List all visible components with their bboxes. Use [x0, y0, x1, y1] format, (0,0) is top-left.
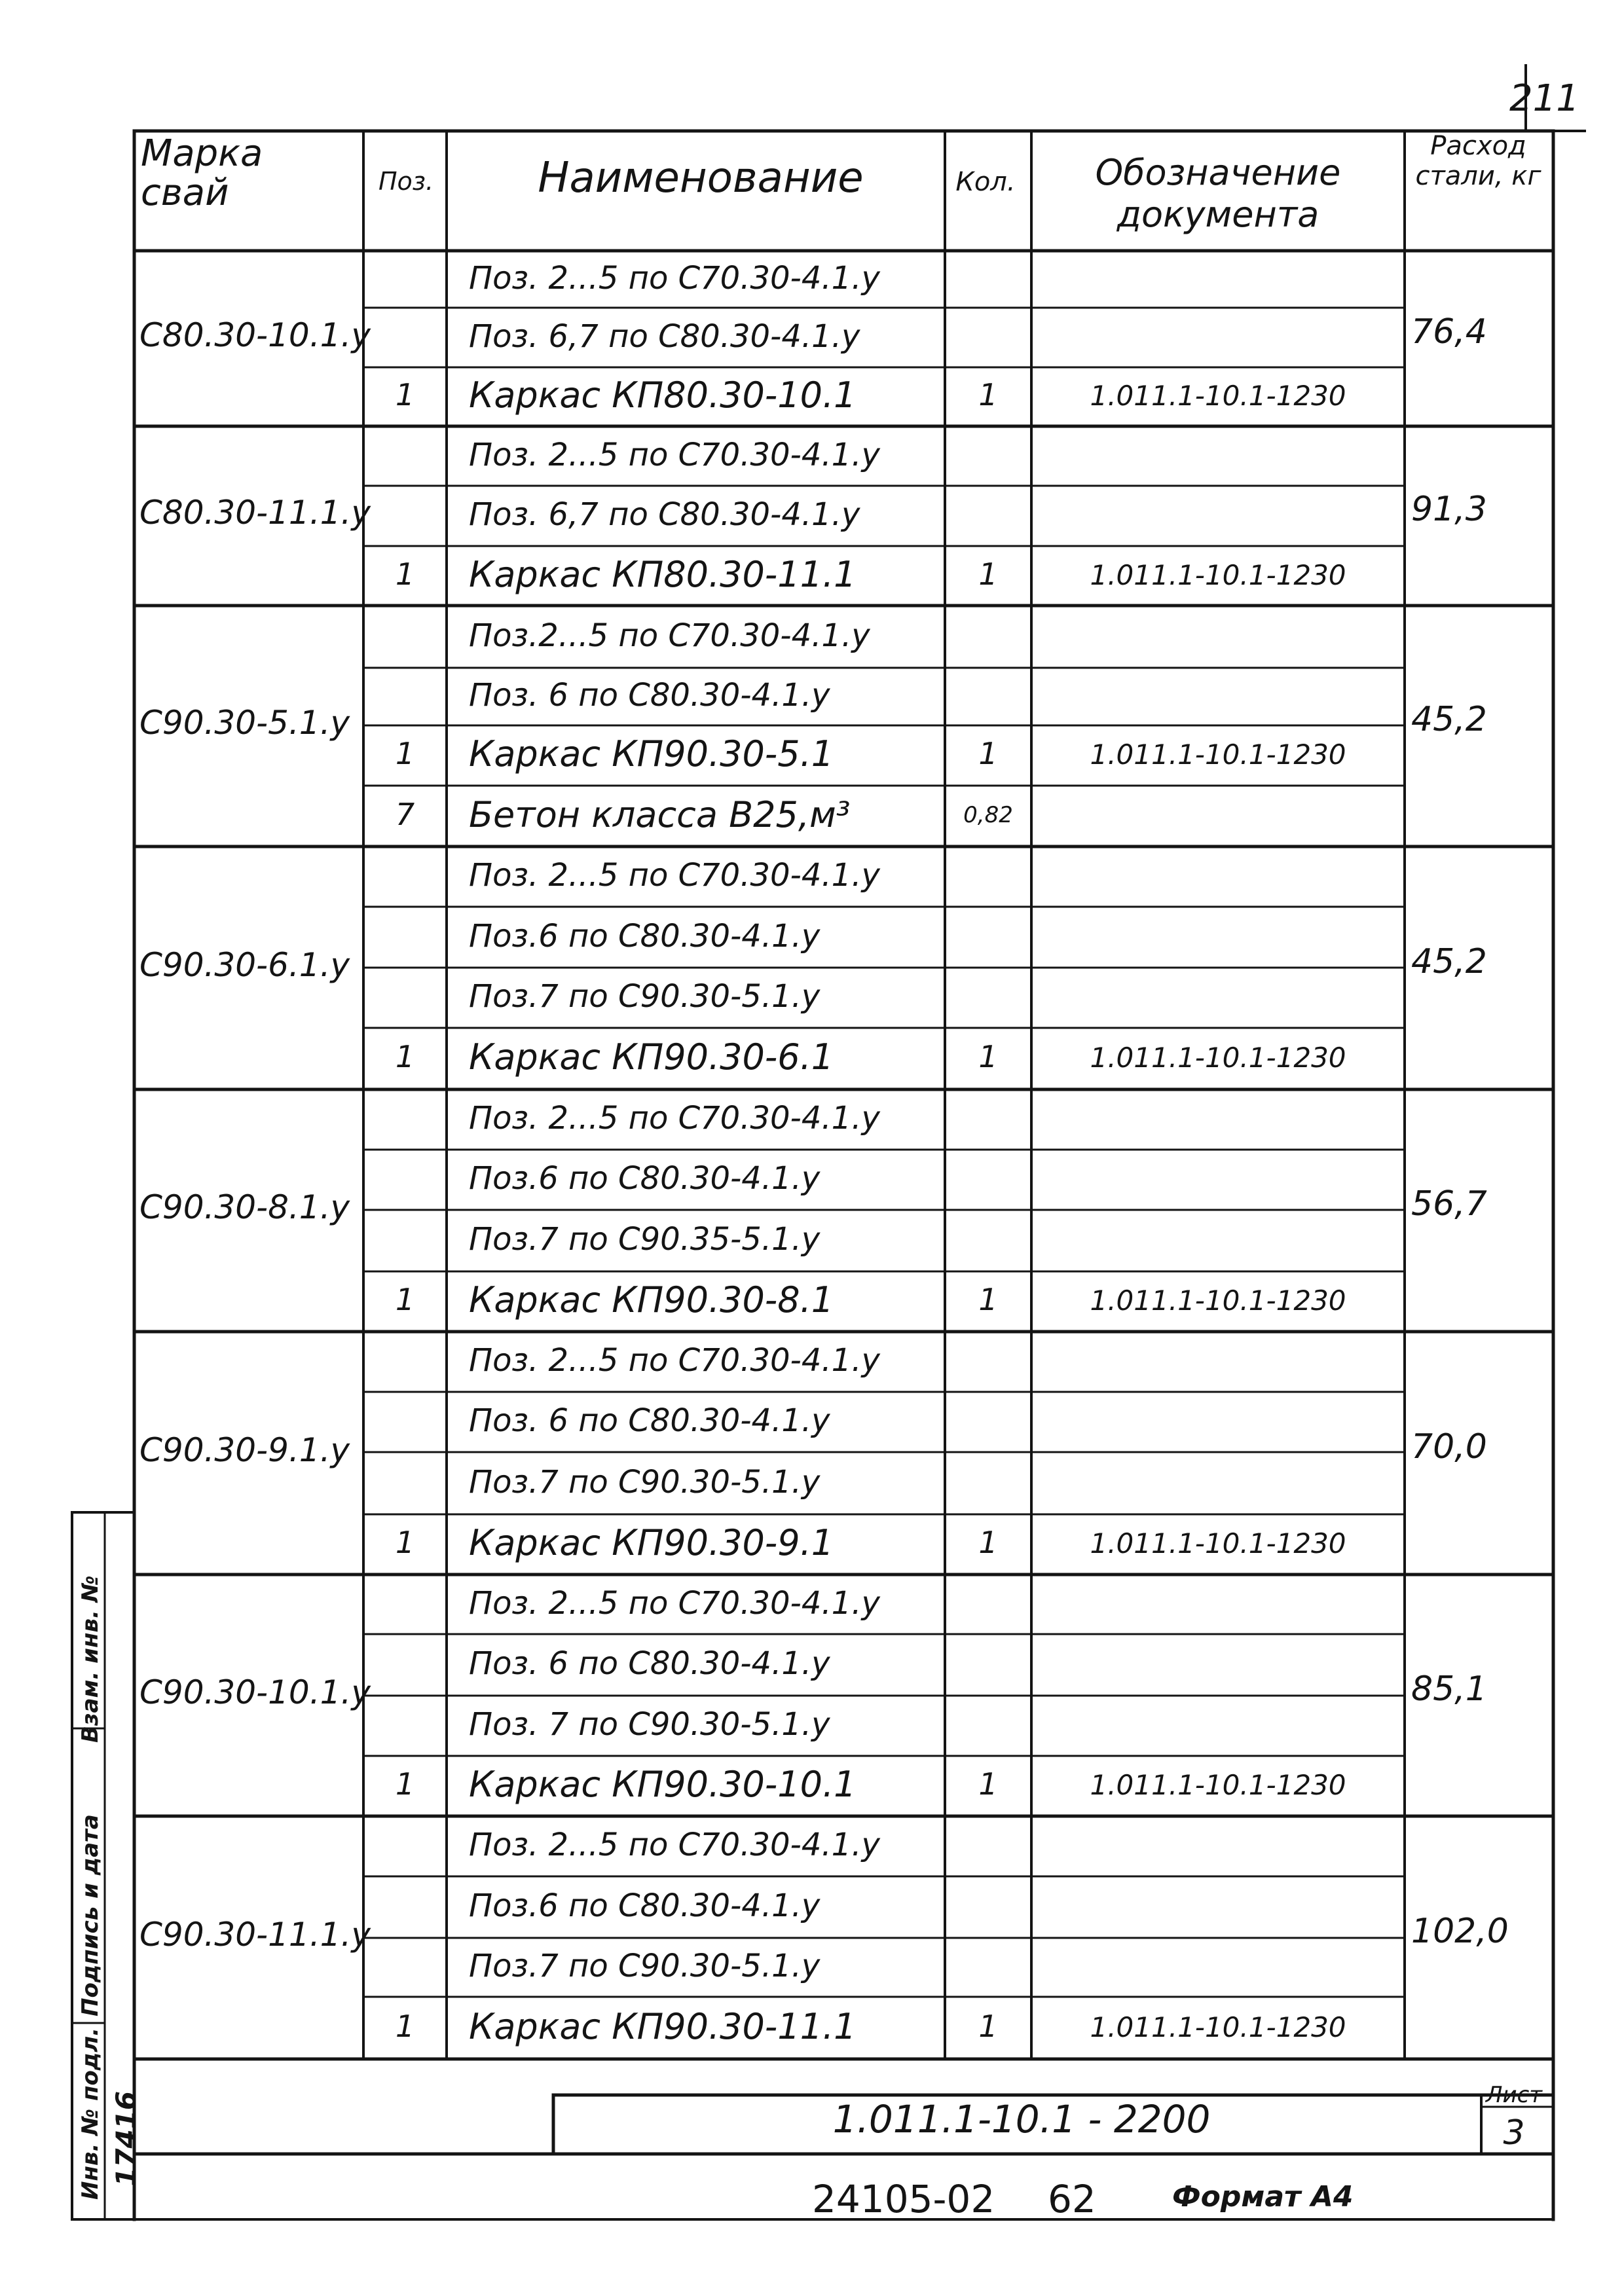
row-name: Поз. 2...5 по С70.30-4.1.у — [469, 1100, 880, 1137]
row-name: Поз. 6 по С80.30-4.1.у — [469, 1402, 830, 1439]
row-qty: 1 — [978, 556, 998, 592]
row-doc: 1.011.1-10.1-1230 — [1090, 2011, 1346, 2043]
group-mark: С80.30-10.1.у — [139, 316, 371, 354]
group-steel: 56,7 — [1411, 1184, 1487, 1224]
row-name: Поз. 2...5 по С70.30-4.1.у — [469, 436, 880, 473]
row-pos: 1 — [395, 377, 415, 412]
row-qty: 1 — [978, 1282, 998, 1317]
row-qty: 1 — [978, 736, 998, 771]
row-doc: 1.011.1-10.1-1230 — [1090, 1285, 1346, 1317]
row-doc: 1.011.1-10.1-1230 — [1090, 738, 1346, 771]
group-steel: 70,0 — [1411, 1427, 1487, 1467]
row-name: Поз. 6,7 по С80.30-4.1.у — [469, 496, 860, 533]
row-name: Поз.6 по С80.30-4.1.у — [469, 1887, 821, 1924]
row-name: Поз. 6,7 по С80.30-4.1.у — [469, 318, 860, 355]
row-pos: 1 — [395, 1766, 415, 1802]
row-name: Поз.7 по С90.30-5.1.у — [469, 1463, 821, 1501]
row-pos: 1 — [395, 1525, 415, 1560]
row-qty: 1 — [978, 2008, 998, 2044]
group-steel: 76,4 — [1411, 312, 1487, 352]
row-qty: 1 — [978, 1766, 998, 1802]
title-designation: 1.011.1-10.1 - 2200 — [832, 2097, 1211, 2141]
stamp-vzam-inv: Взам. инв. № — [77, 1575, 103, 1743]
group-mark: С90.30-5.1.у — [139, 704, 350, 742]
group-steel: 91,3 — [1411, 490, 1487, 529]
footer-code: 24105-02 — [812, 2177, 995, 2221]
row-qty: 1 — [978, 377, 998, 412]
row-name: Бетон класса В25,м³ — [469, 793, 851, 835]
header-mark: Марка свай — [141, 132, 263, 214]
row-doc: 1.011.1-10.1-1230 — [1090, 1527, 1346, 1559]
footer-format: Формат А4 — [1172, 2180, 1354, 2214]
group-steel: 85,1 — [1411, 1669, 1487, 1709]
stamp-inv-value: 17416 — [110, 2090, 142, 2187]
row-name: Каркас КП80.30-11.1 — [469, 553, 857, 595]
row-qty: 0,82 — [963, 801, 1013, 828]
header-pos: Поз. — [378, 167, 434, 196]
header-qty: Кол. — [955, 167, 1016, 197]
row-name: Поз.6 по С80.30-4.1.у — [469, 1160, 821, 1197]
header-steel: Расход стали, кг — [1415, 131, 1541, 191]
row-name: Поз. 2...5 по С70.30-4.1.у — [469, 1827, 880, 1863]
title-sheet-number: 3 — [1503, 2113, 1525, 2153]
row-name: Каркас КП90.30-9.1 — [469, 1522, 834, 1563]
group-steel: 102,0 — [1411, 1911, 1509, 1951]
row-name: Поз. 6 по С80.30-4.1.у — [469, 677, 830, 714]
stamp-sign-date: Подпись и дата — [77, 1814, 103, 2016]
row-pos: 1 — [395, 1039, 415, 1074]
row-name: Каркас КП90.30-11.1 — [469, 2005, 857, 2047]
row-name: Поз.7 по С90.30-5.1.у — [469, 1948, 821, 1984]
row-pos: 1 — [395, 556, 415, 592]
row-name: Поз. 2...5 по С70.30-4.1.у — [469, 857, 880, 894]
row-qty: 1 — [978, 1039, 998, 1074]
row-pos: 7 — [395, 796, 415, 832]
row-pos: 1 — [395, 736, 415, 771]
row-name: Каркас КП90.30-6.1 — [469, 1036, 834, 1078]
group-steel: 45,2 — [1411, 700, 1487, 739]
row-name: Поз.6 по С80.30-4.1.у — [469, 917, 821, 955]
row-doc: 1.011.1-10.1-1230 — [1090, 558, 1346, 591]
row-name: Поз. 7 по С90.30-5.1.у — [469, 1706, 830, 1743]
row-pos: 1 — [395, 1282, 415, 1317]
row-doc: 1.011.1-10.1-1230 — [1090, 380, 1346, 412]
group-steel: 45,2 — [1411, 941, 1487, 981]
row-name: Поз. 2...5 по С70.30-4.1.у — [469, 1584, 880, 1622]
row-name: Поз.7 по С90.35-5.1.у — [469, 1221, 821, 1258]
row-name: Поз. 2...5 по С70.30-4.1.у — [469, 259, 880, 297]
group-mark: С90.30-11.1.у — [139, 1915, 371, 1954]
footer-number: 62 — [1048, 2177, 1096, 2221]
row-name: Каркас КП80.30-10.1 — [469, 374, 857, 416]
row-qty: 1 — [978, 1525, 998, 1560]
group-mark: С90.30-10.1.у — [139, 1673, 371, 1711]
stamp-inv-orig: Инв. № подл. — [77, 2027, 103, 2200]
row-doc: 1.011.1-10.1-1230 — [1090, 1042, 1346, 1074]
row-pos: 1 — [395, 2008, 415, 2044]
row-doc: 1.011.1-10.1-1230 — [1090, 1769, 1346, 1801]
title-sheet-label: Лист — [1485, 2082, 1543, 2108]
row-name: Поз. 6 по С80.30-4.1.у — [469, 1645, 830, 1682]
sheet-corner-number: 211 — [1509, 77, 1579, 120]
header-doc: Обозначение документа — [1095, 152, 1341, 235]
row-name: Поз.2...5 по С70.30-4.1.у — [469, 617, 870, 654]
row-name: Поз. 2...5 по С70.30-4.1.у — [469, 1342, 880, 1379]
row-name: Каркас КП90.30-5.1 — [469, 733, 834, 774]
group-mark: С90.30-9.1.у — [139, 1430, 350, 1469]
row-name: Каркас КП90.30-10.1 — [469, 1764, 857, 1805]
row-name: Каркас КП90.30-8.1 — [469, 1279, 834, 1321]
header-name: Наименование — [538, 154, 864, 202]
group-mark: С80.30-11.1.у — [139, 494, 371, 532]
group-mark: С90.30-6.1.у — [139, 945, 350, 984]
group-mark: С90.30-8.1.у — [139, 1188, 350, 1226]
row-name: Поз.7 по С90.30-5.1.у — [469, 978, 821, 1015]
